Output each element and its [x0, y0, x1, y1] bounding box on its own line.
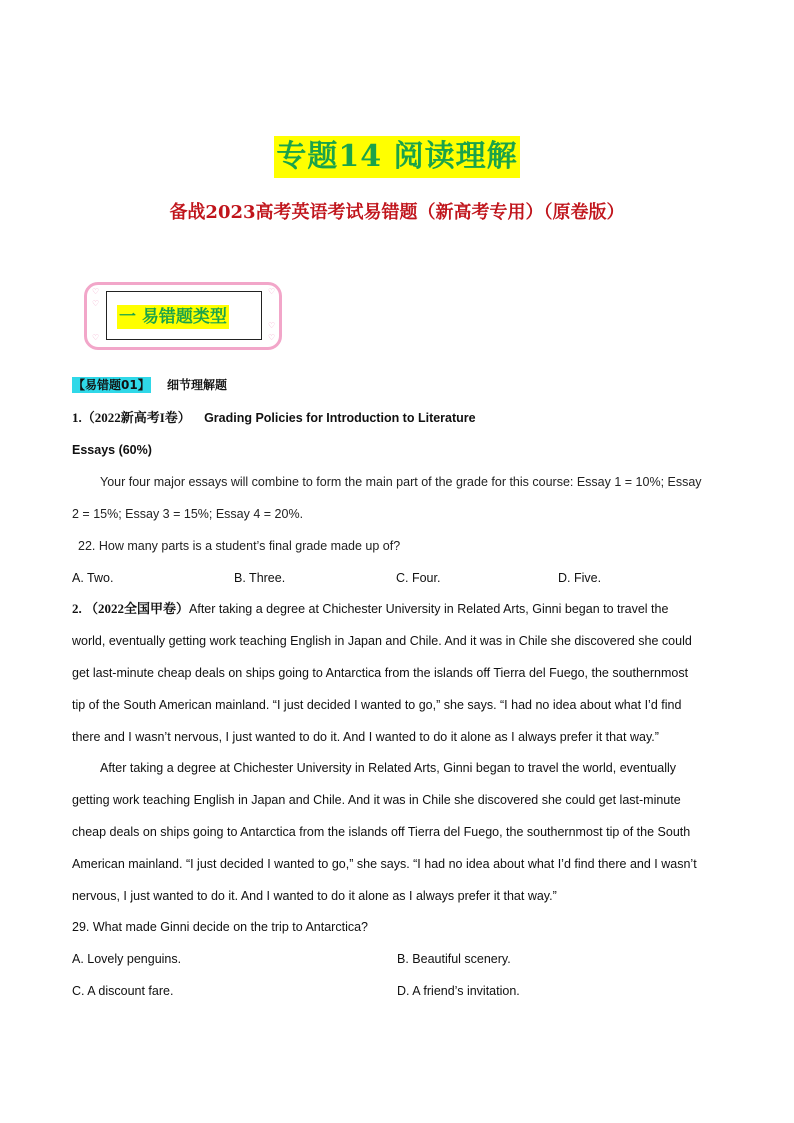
heart-icon: ♡	[92, 287, 100, 296]
q1-question: 22. How many parts is a student’s final grade made up of?	[78, 539, 401, 553]
heart-icon: ♡	[92, 333, 100, 342]
page-title-wrap	[0, 136, 794, 178]
q2-passage-line: world, eventually getting work teaching English in Japan and Chile. And it was in Chile she discovered she could	[72, 634, 692, 648]
q1-source: 1.（2022新高考I卷）	[72, 410, 191, 425]
q2-passage-line: get last-minute cheap deals on ships going to Antarctica from the islands off Tierra del Fuego, the southernmost	[72, 666, 689, 680]
q1-paragraph-line: Your four major essays will combine to form the main part of the grade for this course: Essay 1 = 10%; Essay	[100, 475, 702, 489]
q1-passage-title: Grading Policies for Introduction to Literature	[204, 411, 476, 425]
q2-first-line	[72, 601, 668, 617]
q1-subheading: Essays (60%)	[72, 443, 152, 457]
q1-option-a: A. Two.	[72, 571, 114, 585]
page-title: 专题14 阅读理解	[274, 136, 519, 178]
q1-option-b: B. Three.	[234, 571, 286, 585]
q1-option-d: D. Five.	[558, 571, 602, 585]
q2-passage-line: getting work teaching English in Japan and Chile. And it was in Chile she discovered she could get last-minute	[72, 793, 681, 807]
heart-icon: ♡	[268, 321, 276, 330]
q2-passage-line: After taking a degree at Chichester University in Related Arts, Ginni began to travel the world, eventually	[100, 761, 676, 775]
heart-icon: ♡	[268, 333, 276, 342]
heart-icon: ♡	[92, 299, 100, 308]
q2-passage-line: After taking a degree at Chichester University in Related Arts, Ginni began to travel the	[189, 602, 669, 616]
section-label: 一 易错题类型	[119, 307, 227, 327]
q2-option-a: A. Lovely penguins.	[72, 952, 182, 966]
q2-passage-line: tip of the South American mainland. “I just decided I wanted to go,” she says. “I had no idea about what I’d find	[72, 698, 682, 712]
q2-option-c: C. A discount fare.	[72, 984, 174, 998]
page-subtitle: 备战2023高考英语考试易错题（新高考专用）（原卷版）	[169, 202, 625, 223]
q2-question: 29. What made Ginni decide on the trip to Antarctica?	[72, 920, 369, 934]
q1-option-c: C. Four.	[396, 571, 441, 585]
q2-passage-line: there and I wasn’t nervous, I just wanted to do it. And I wanted to do it alone as I always prefer it that way.”	[72, 730, 659, 744]
q2-option-d: D. A friend’s invitation.	[397, 984, 520, 998]
q2-source: 2. （2022全国甲卷）	[72, 601, 190, 616]
q2-passage-line: American mainland. “I just decided I wanted to go,” she says. “I had no idea about what I’d find there and I wasn’t	[72, 857, 697, 871]
q2-option-b: B. Beautiful scenery.	[397, 952, 511, 966]
category-tag: 【易错题01】	[73, 378, 150, 392]
q1-heading	[72, 410, 476, 426]
q2-passage-line: nervous, I just wanted to do it. And I wanted to do it alone as I always prefer it that way.”	[72, 889, 557, 903]
heart-icon: ♡	[268, 287, 276, 296]
category-name: 细节理解题	[167, 378, 228, 392]
q1-paragraph-line: 2 = 15%; Essay 3 = 15%; Essay 4 = 20%.	[72, 507, 304, 521]
q2-passage-line: cheap deals on ships going to Antarctica from the islands off Tierra del Fuego, the southernmost tip of the South	[72, 825, 691, 839]
